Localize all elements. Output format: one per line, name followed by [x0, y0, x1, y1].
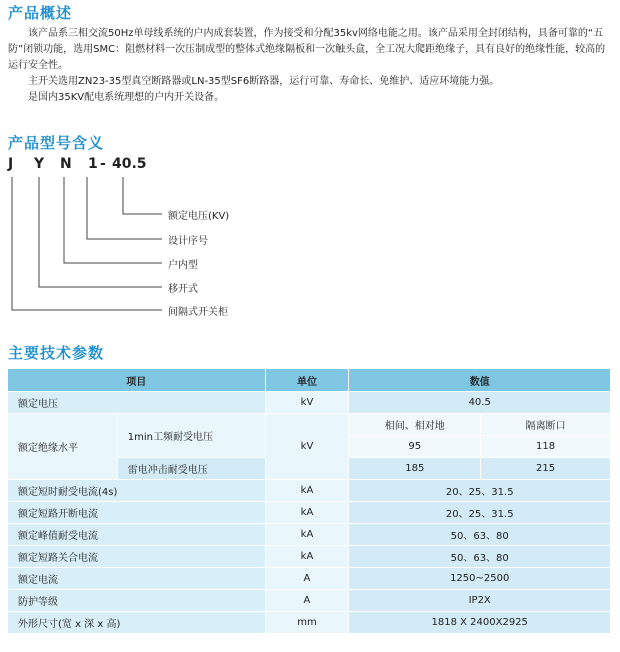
- row-item: 额定短路开断电流: [8, 502, 266, 524]
- table-row: [8, 480, 611, 502]
- header-unit: 单位: [265, 369, 349, 392]
- insulation-col-a: 相间、相对地: [349, 414, 481, 436]
- model-code-voltage: 40.5: [112, 156, 147, 172]
- row-value: 1250~2500: [349, 568, 611, 590]
- row-item: 额定短路关合电流: [8, 546, 266, 568]
- row-value: 1818 X 2400X2925: [349, 612, 611, 634]
- row-item: 额定绝缘水平: [8, 414, 118, 480]
- insulation-b1: 118: [481, 436, 611, 458]
- table-row: [8, 590, 611, 612]
- table-row: [8, 612, 611, 634]
- table-row: [8, 546, 611, 568]
- table-row: [8, 414, 611, 436]
- callout-rated-voltage: 额定电压(KV): [168, 211, 230, 222]
- row-unit: A: [265, 590, 349, 612]
- overview-paragraph-2: 主开关选用ZN23-35型真空断路器或LN-35型SF6断路器，运行可靠、寿命长、免维护、适应环境能力强。: [28, 76, 500, 87]
- spec-table: [7, 368, 611, 634]
- row-subitem: 1min工频耐受电压: [117, 414, 265, 458]
- table-row: [8, 524, 611, 546]
- model-code-y: Y: [34, 156, 45, 172]
- overview-paragraph-1: 该产品系三相交流50Hz单母线系统的户内成套装置，作为接受和分配35kv网络电能之用。该产品采用全封闭结构，具备可靠的“五防”闭锁功能，选用SMC：阻燃材料一次压制成型的整体式绝缘隔板和一次触头盒，全工况大爬距绝缘子，具有良好的绝缘性能，较高的运行安全性。: [8, 28, 606, 71]
- row-value: 50、63、80: [349, 546, 611, 568]
- insulation-col-b: 隔离断口: [481, 414, 611, 436]
- row-subitem: 雷电冲击耐受电压: [117, 458, 265, 480]
- row-value: 40.5: [349, 392, 611, 414]
- table-row: [8, 568, 611, 590]
- row-unit: mm: [265, 612, 349, 634]
- table-row: [8, 502, 611, 524]
- row-item: 额定峰值耐受电流: [8, 524, 266, 546]
- row-item: 外形尺寸(宽 x 深 x 高): [8, 612, 266, 634]
- params-title: 主要技术参数: [8, 344, 105, 362]
- row-value: 50、63、80: [349, 524, 611, 546]
- row-value: 20、25、31.5: [349, 502, 611, 524]
- table-row: [8, 392, 611, 414]
- callout-removable: 移开式: [168, 284, 198, 295]
- row-value: IP2X: [349, 590, 611, 612]
- overview-title: 产品概述: [8, 4, 73, 22]
- row-unit: kA: [265, 546, 349, 568]
- spec-header-row: [8, 369, 611, 392]
- row-item: 额定电流: [8, 568, 266, 590]
- model-code-n: N: [60, 156, 72, 172]
- insulation-a2: 185: [349, 458, 481, 480]
- model-code-j: J: [8, 156, 14, 172]
- model-code-dash: -: [100, 156, 106, 172]
- insulation-b2: 215: [481, 458, 611, 480]
- model-title: 产品型号含义: [8, 134, 105, 152]
- callout-cabinet: 间隔式开关柜: [168, 307, 228, 318]
- row-item: 防护等级: [8, 590, 266, 612]
- row-unit: kA: [265, 524, 349, 546]
- row-unit: kA: [265, 502, 349, 524]
- row-value: 20、25、31.5: [349, 480, 611, 502]
- overview-paragraph-3: 是国内35KV配电系统理想的户内开关设备。: [28, 92, 225, 103]
- callout-indoor: 户内型: [168, 260, 198, 271]
- model-code-1: 1: [88, 156, 98, 172]
- callout-design-serial: 设计序号: [168, 236, 208, 247]
- row-unit: A: [265, 568, 349, 590]
- row-unit: kV: [265, 392, 349, 414]
- row-item: 额定电压: [8, 392, 266, 414]
- header-item: 项目: [8, 369, 266, 392]
- insulation-a1: 95: [349, 436, 481, 458]
- row-unit: kV: [265, 414, 349, 480]
- header-value: 数值: [349, 369, 611, 392]
- row-unit: kA: [265, 480, 349, 502]
- row-item: 额定短时耐受电流(4s): [8, 480, 266, 502]
